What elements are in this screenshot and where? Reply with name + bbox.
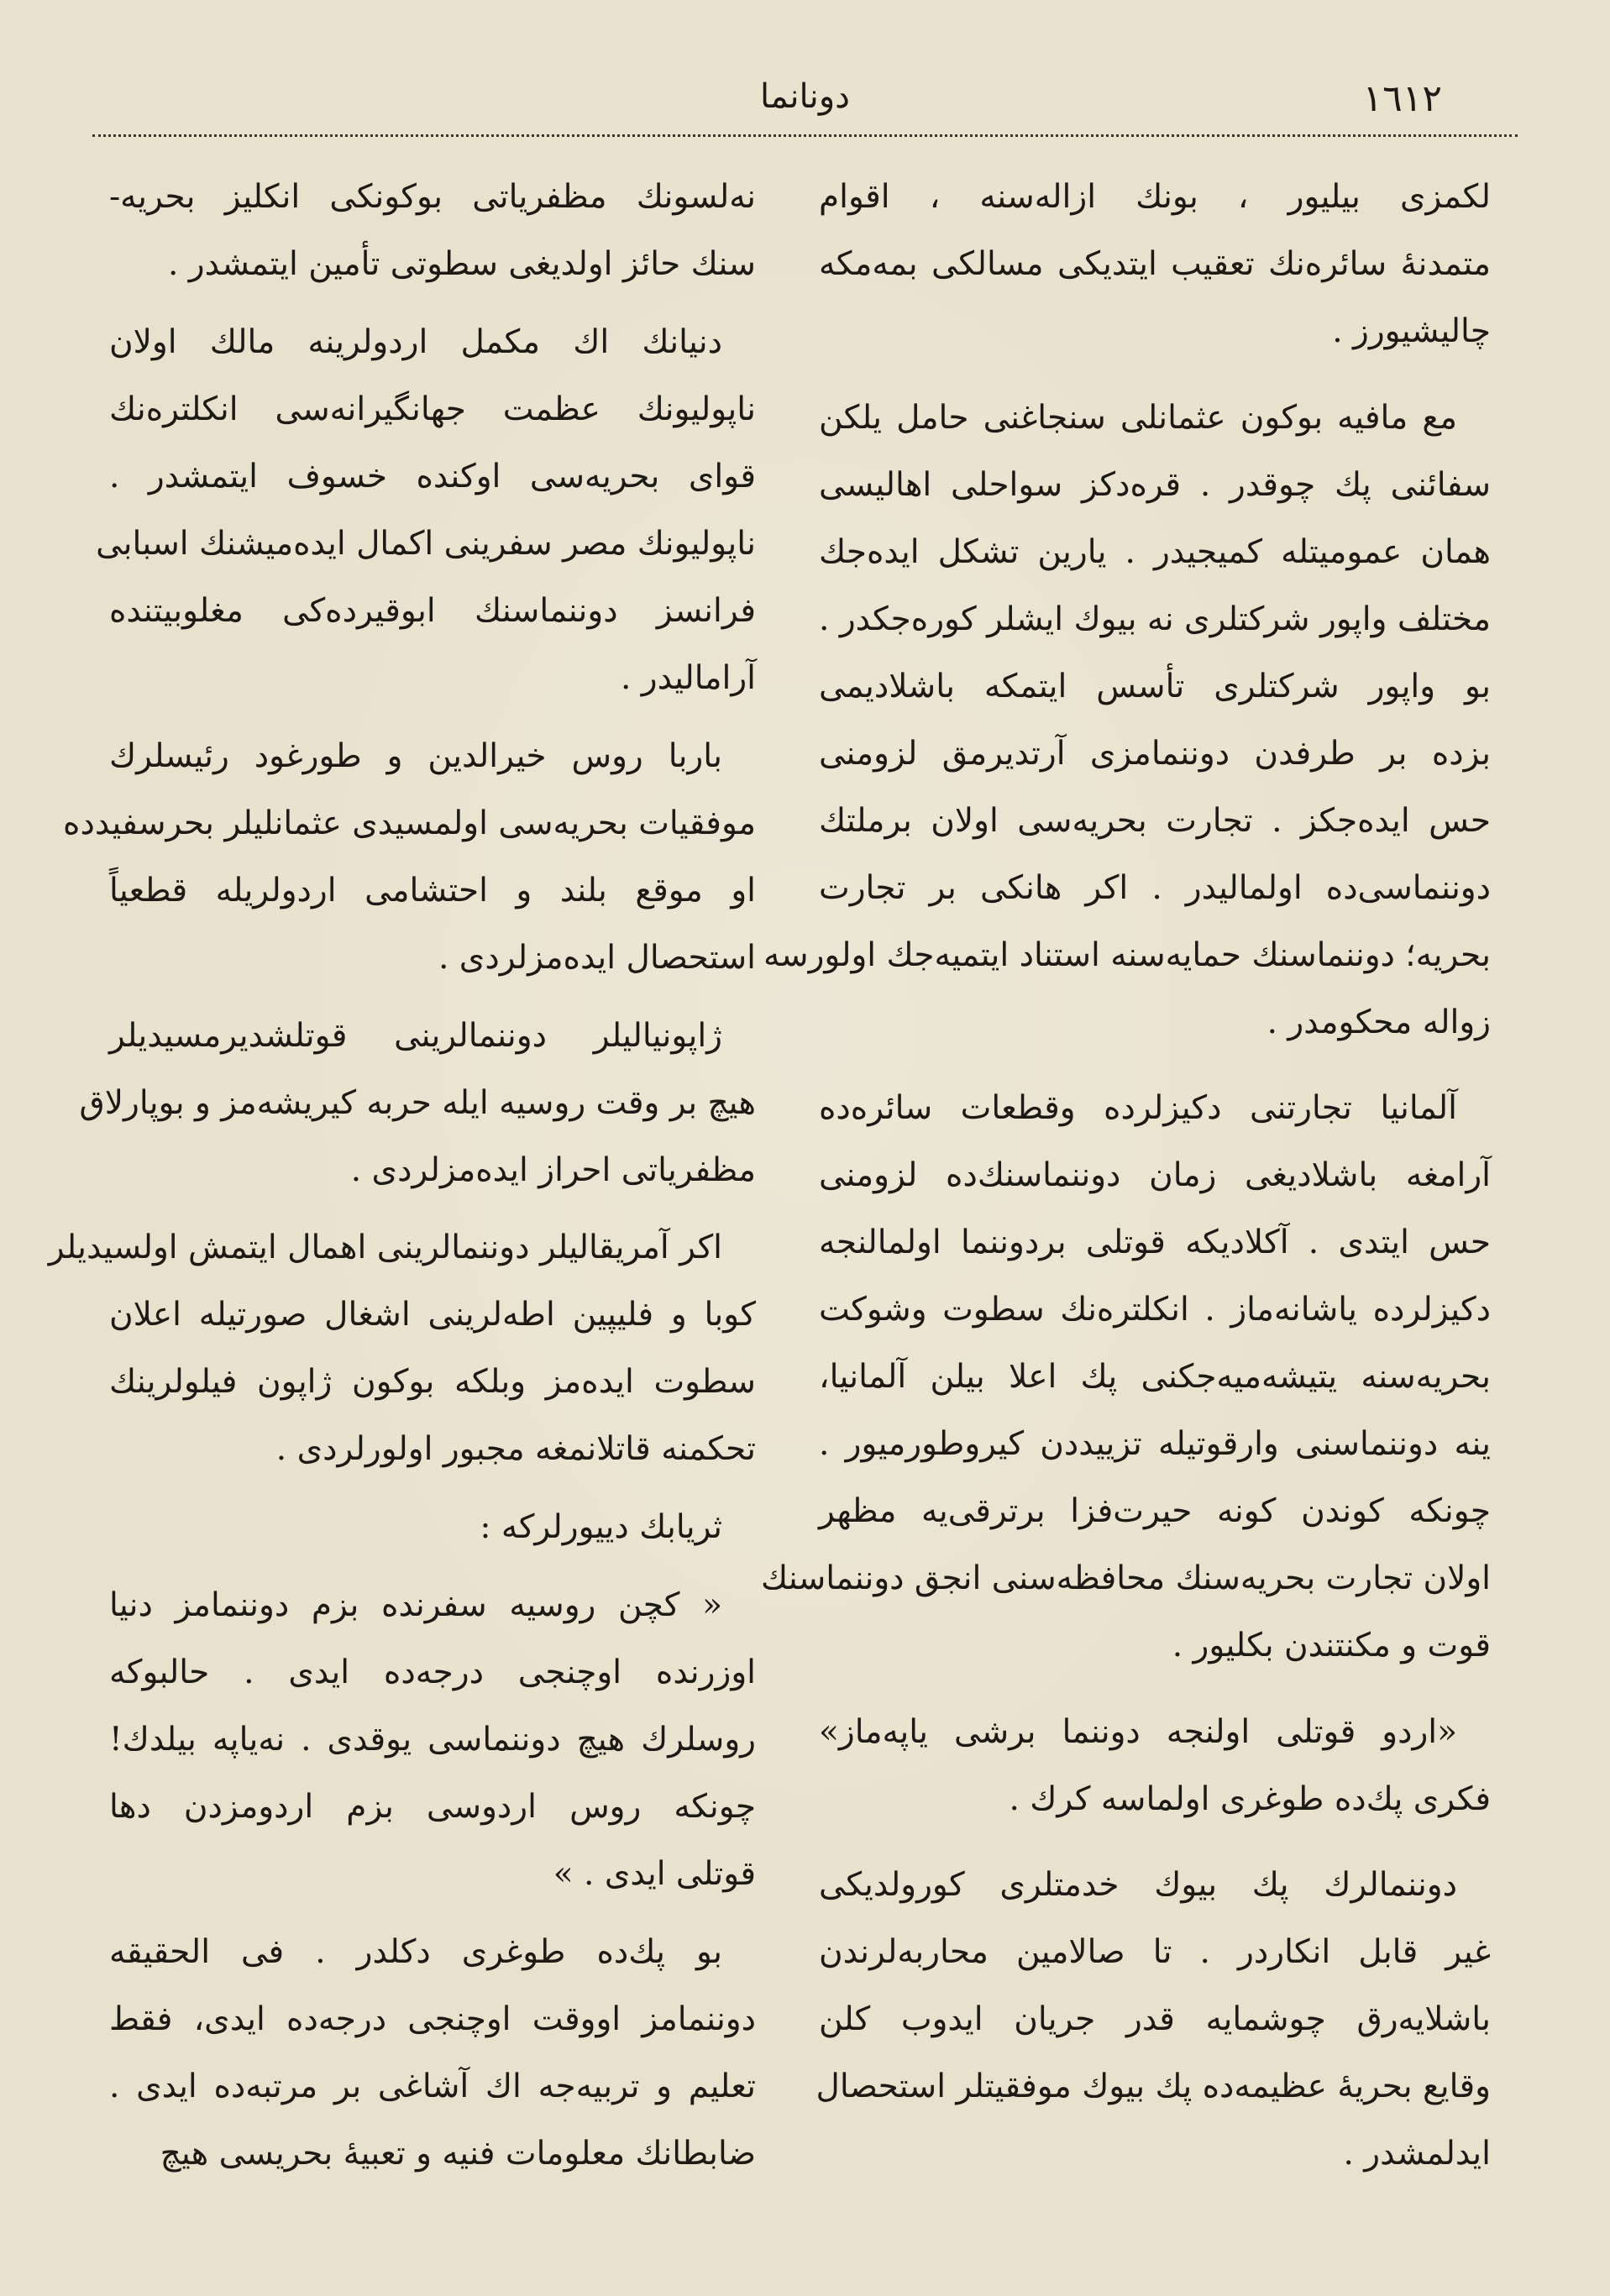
text-line: دوننمالرك پك بیوك خدمتلری كورولدیكی	[819, 1866, 1457, 1904]
text-line: ناپولیونك مصر سفرینی اكمال ایده‌میشنك اسبابی	[96, 524, 756, 563]
text-line: او موقع بلند و احتشامی اردولریله قطعیاً	[109, 871, 756, 909]
paragraph	[48, 1214, 756, 1483]
text-line: دوننمامز اووقت اوچنجی درجه‌ده ایدی، فقط	[109, 2000, 756, 2038]
text-line: « كچن روسیه سفرنده بزم دوننمامز دنیا	[109, 1586, 722, 1625]
text-line: «اردو قوتلی اولنجه دوننما برشی یاپه‌ماز»	[819, 1712, 1457, 1751]
text-line: آلمانیا تجارتنی دكیزلرده وقطعات سائره‌ده	[819, 1089, 1457, 1127]
text-line: كوبا و فلیپین اطه‌لرینی اشغال صورتیله اعلان	[109, 1296, 756, 1334]
text-line: فرانسز دوننماسنك ابوقیرده‌كی مغلوبیتنده	[109, 591, 756, 630]
paragraph	[63, 723, 756, 992]
text-line: ایدلمشدر .	[1343, 2135, 1491, 2173]
paragraph	[109, 1919, 756, 2188]
paragraph	[815, 1852, 1491, 2188]
text-line: چونكه كوندن كونه حیرت‌فزا برترقی‌یه مظهر	[819, 1492, 1491, 1530]
text-line: مظفریاتی احراز ایده‌مزلردی .	[350, 1151, 756, 1189]
paragraph	[760, 1075, 1491, 1680]
text-line: باشلایه‌رق چوشمایه قدر جریان ایدوب كلن	[819, 2000, 1491, 2038]
text-line: دكیزلرده یاشانه‌ماز . انكلتره‌نك سطوت وشوكت	[819, 1291, 1491, 1329]
text-line: ناپولیونك عظمت جهانگیرانه‌سی انكلتره‌نك	[109, 390, 756, 428]
paragraph	[96, 309, 756, 712]
text-column-right	[760, 164, 1491, 2188]
text-line: ینه دوننماسنی وارقوتیله تزییددن كیروطورمیور .	[819, 1425, 1491, 1463]
text-line: روسلرك هیچ دوننماسی یوقدی . نه‌یاپه بیلدك!	[109, 1721, 756, 1759]
text-line: اولان تجارت بحریه‌سنك محافظه‌سنی انجق دوننماسنك	[760, 1559, 1491, 1597]
text-line: سطوت ایده‌مز وبلكه بوكون ژاپون فیلولرینك	[109, 1363, 756, 1402]
text-line: متمدنهٔ سائره‌نك تعقیب ایتدیكی مسالكی بمه‌مكه	[819, 245, 1491, 283]
text-line: همان عمومیتله كمیجیدر . یارین تشكل ایده‌جك	[819, 532, 1491, 571]
text-line: چونكه روس اردوسی بزم اردومزدن دها	[109, 1788, 756, 1827]
text-line: سنك حائز اولدیغی سطوتی تأمین ایتمشدر .	[167, 245, 756, 283]
paragraph	[109, 1572, 756, 1908]
text-line: بزده بر طرفدن دوننمامزی آرتدیرمق لزومنی	[819, 734, 1491, 773]
text-line: قوای بحریه‌سی اوكنده خسوف ایتمشدر .	[109, 457, 756, 495]
paragraph	[109, 1494, 756, 1561]
text-line: مع مافیه بوكون عثمانلی سنجاغنی حامل یلكن	[819, 398, 1457, 437]
text-line: ضابطانك معلومات فنیه و تعبیهٔ بحریسی هیچ	[160, 2134, 756, 2173]
text-line: بو واپور شركتلری تأسس ایتمكه باشلادیمی	[819, 667, 1491, 705]
paragraph	[79, 1003, 756, 1204]
running-title: دونانما	[760, 77, 850, 116]
text-line: موفقیات بحریه‌سی اولمسیدی عثمانلیلر بحرسفیدده	[63, 804, 756, 842]
text-line: زواله محكومدر .	[1266, 1003, 1491, 1041]
paragraph	[819, 164, 1491, 365]
text-line: بحریه‌سنه یتیشه‌میه‌جكنی پك اعلا بیلن آلمانیا،	[819, 1358, 1491, 1396]
text-line: وقایع بحریهٔ عظیمه‌ده پك بیوك موفقیتلر استحصال	[815, 2068, 1491, 2105]
text-line: اكر آمریقالیلر دوننمالرینی اهمال ایتمش اولسیدیلر	[48, 1229, 722, 1267]
text-line: حس ایتدی . آكلادیكه قوتلی بردوننما اولمالنجه	[819, 1224, 1491, 1261]
text-line: قوت و مكنتندن بكلیور .	[1172, 1627, 1491, 1664]
text-line: هیچ بر وقت روسیه ایله حربه كیریشه‌مز و بوپارلاق	[79, 1083, 756, 1122]
text-line: لكمزی بیلیور ، بونك ازاله‌سنه ، اقوام	[819, 178, 1491, 216]
text-line: مختلف واپور شركتلری نه بیوك ایشلر كوره‌جكدر .	[819, 600, 1491, 638]
text-line: تحكمنه قاتلانمغه مجبور اولورلردی .	[275, 1430, 756, 1469]
text-line: آرامغه باشلادیغی زمان دوننماسنك‌ده لزومنی	[819, 1156, 1491, 1194]
text-column-left	[48, 164, 756, 2188]
text-line: حس ایده‌جكز . تجارت بحریه‌سی اولان برملتك	[819, 801, 1491, 840]
text-line: نه‌لسونك مظفریاتی بوكونكی انكلیز بحریه‌-	[109, 178, 756, 216]
paragraph	[763, 385, 1491, 1056]
text-line: آرامالیدر .	[620, 658, 756, 697]
text-line: چالیشیورز .	[1332, 312, 1491, 350]
text-line: استحصال ایده‌مزلردی .	[438, 938, 756, 977]
text-line: ژاپونیالیلر دوننمالرینی قوتلشدیرمسیدیلر	[109, 1016, 722, 1055]
page-number: ١٦١٢	[1362, 77, 1442, 120]
text-line: فكری پك‌ده طوغری اولماسه كرك .	[1009, 1780, 1491, 1818]
text-line: دوننماسی‌ده اولمالیدر . اكر هانكی بر تجارت	[819, 868, 1491, 907]
paragraph	[109, 164, 756, 298]
text-line: سفائنی پك چوقدر . قره‌دكز سواحلی اهالیسی	[819, 465, 1491, 504]
text-line: دنیانك اك مكمل اردولرینه مالك اولان	[109, 322, 722, 361]
text-line: قوتلی ایدی . »	[553, 1855, 756, 1894]
text-line: تعلیم و تربیه‌جه اك آشاغی بر مرتبه‌ده ایدی .	[109, 2067, 756, 2105]
text-line: ثریابك دییورلركه :	[480, 1508, 722, 1547]
text-line: باربا روس خیرالدین و طورغود رئیسلرك	[109, 737, 723, 775]
text-line: اوزرنده اوچنجی درجه‌ده ایدی . حالبوكه	[109, 1654, 756, 1692]
text-line: غیر قابل انكاردر . تا صالامین محاربه‌لرندن	[819, 1933, 1491, 1971]
header-divider	[92, 134, 1518, 137]
paragraph	[819, 1699, 1491, 1833]
text-line: بحریه؛ دوننماسنك حمایه‌سنه استناد ایتمیه‌جك اولورسه	[763, 936, 1491, 974]
text-line: بو پك‌ده طوغری دكلدر . فی الحقیقه	[109, 1932, 722, 1971]
